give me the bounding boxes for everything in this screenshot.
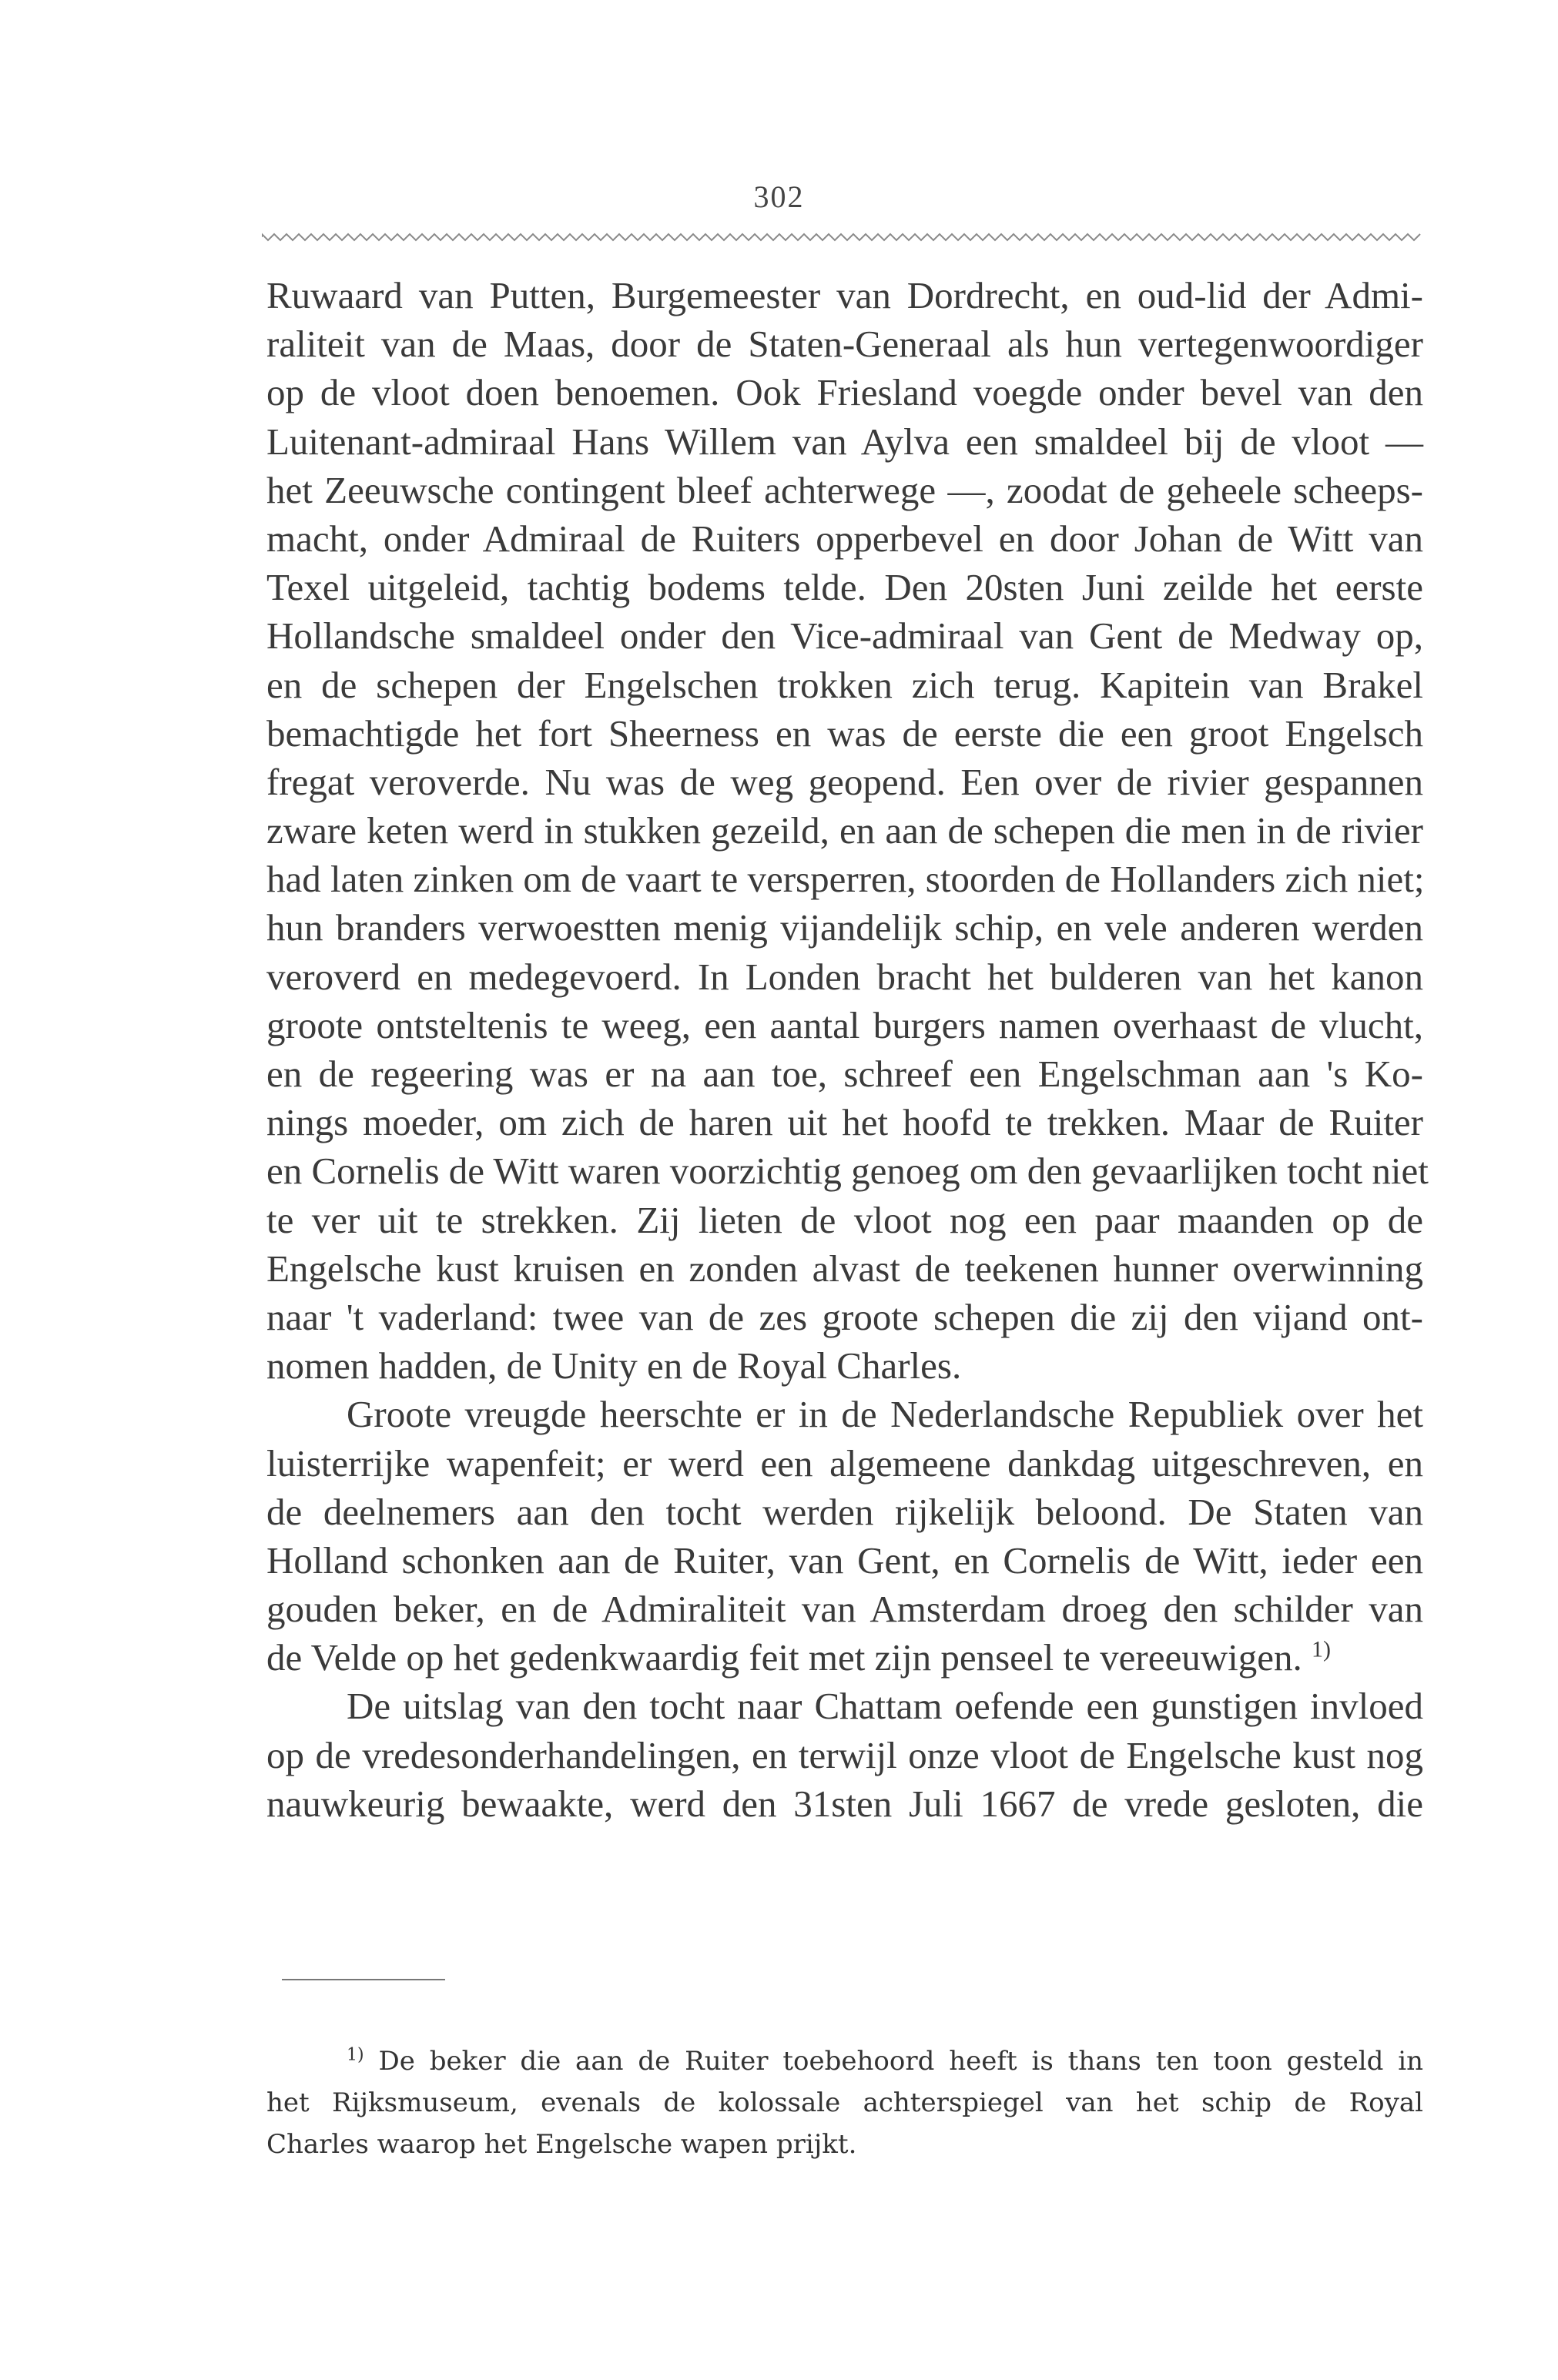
footnote-reference[interactable]: 1) [1311,1636,1331,1662]
text-line: had laten zinken om de vaart te versperren, stoorden de Hollanders zich niet; [266,858,1425,901]
main-text [266,271,1429,1828]
text-line: en de schepen der Engelschen trokken zich terug. Kapitein van Brakel [266,663,1423,706]
footnote-line: het Rijksmuseum, evenals de kolossale achterspiegel van het schip de Royal [266,2087,1423,2118]
text-line [266,1633,1423,1682]
text-line: Luitenant-admiraal Hans Willem van Aylva een smaldeel bij de vloot — [266,420,1423,463]
text-line: op de vredesonderhandelingen, en terwijl onze vloot de Engelsche kust nog [266,1733,1423,1776]
header-wavy-rule [262,229,1423,245]
footnote-divider [282,1979,445,1980]
text-line: naar 't vaderland: twee van de zes groote schepen die zij den vijand ont- [266,1295,1423,1338]
footnote-marker: 1) [347,2045,364,2065]
text-line: De uitslag van den tocht naar Chattam oefende een gunstigen invloed [347,1685,1423,1728]
text-line: Engelsche kust kruisen en zonden alvast de teekenen hunner overwinning [266,1247,1423,1290]
text-line: groote ontsteltenis te weeg, een aantal burgers namen overhaast de vlucht, [266,1003,1423,1046]
text-line: Hollandsche smaldeel onder den Vice-admiraal van Gent de Medway op, [266,614,1423,658]
footnote-line [266,2040,1423,2082]
text-line: Holland schonken aan de Ruiter, van Gent, en Cornelis de Witt, ieder een [266,1538,1423,1582]
text-line: het Zeeuwsche contingent bleef achterwege —, zoodat de geheele scheeps- [266,468,1423,511]
text-line: fregat veroverde. Nu was de weg geopend. Een over de rivier gespannen [266,760,1423,803]
page-number: 302 [753,179,805,214]
text-line: en de regeering was er na aan toe, schreef een Engelschman aan 's Ko- [266,1053,1423,1095]
text-line: macht, onder Admiraal de Ruiters opperbevel en door Johan de Witt van [266,517,1423,560]
footnote [266,2040,1423,2165]
text-line: gouden beker, en de Admiraliteit van Amsterdam droeg den schilder van [266,1588,1423,1631]
text-line: te ver uit te strekken. Zij lieten de vloot nog een paar maanden op de [266,1198,1423,1241]
text-line: en Cornelis de Witt waren voorzichtig genoeg om den gevaarlijken tocht niet [266,1150,1429,1193]
text-line: Ruwaard van Putten, Burgemeester van Dordrecht, en oud-lid der Admi- [266,274,1423,316]
text-line: Texel uitgeleid, tachtig bodems telde. Den 20sten Juni zeilde het eerste [266,566,1423,609]
text-line: bemachtigde het fort Sheerness en was de eerste die een groot Engelsch [266,711,1423,755]
text-line: Groote vreugde heerschte er in de Nederlandsche Republiek over het [347,1393,1423,1436]
footnote-text: De beker die aan de Ruiter toebehoord heeft is thans ten toon gesteld in [378,2046,1424,2077]
text-line: nomen hadden, de Unity en de Royal Charles. [266,1344,962,1387]
text-line: raliteit van de Maas, door de Staten-Generaal als hun vertegenwoordiger [266,323,1423,366]
text-line: luisterrijke wapenfeit; er werd een algemeene dankdag uitgeschreven, en [266,1441,1423,1485]
text-line: veroverd en medegevoerd. In Londen bracht het bulderen van het kanon [266,955,1423,998]
footnote-line: Charles waarop het Engelsche wapen prijkt. [266,2129,857,2160]
text-line: hun branders verwoestten menig vijandelijk schip, en vele anderen werden [266,906,1423,949]
text-line: nauwkeurig bewaakte, werd den 31sten Juli 1667 de vrede gesloten, die [266,1782,1423,1825]
text-line: nings moeder, om zich de haren uit het hoofd te trekken. Maar de Ruiter [266,1101,1423,1144]
text-line-content: de Velde op het gedenkwaardig feit met zijn penseel te vereeuwigen. [266,1636,1302,1679]
text-line: de deelnemers aan den tocht werden rijkelijk beloond. De Staten van [266,1490,1423,1533]
text-line: zware keten werd in stukken gezeild, en aan de schepen die men in de rivier [266,809,1423,852]
text-line: op de vloot doen benoemen. Ook Friesland voegde onder bevel van den [266,371,1423,414]
